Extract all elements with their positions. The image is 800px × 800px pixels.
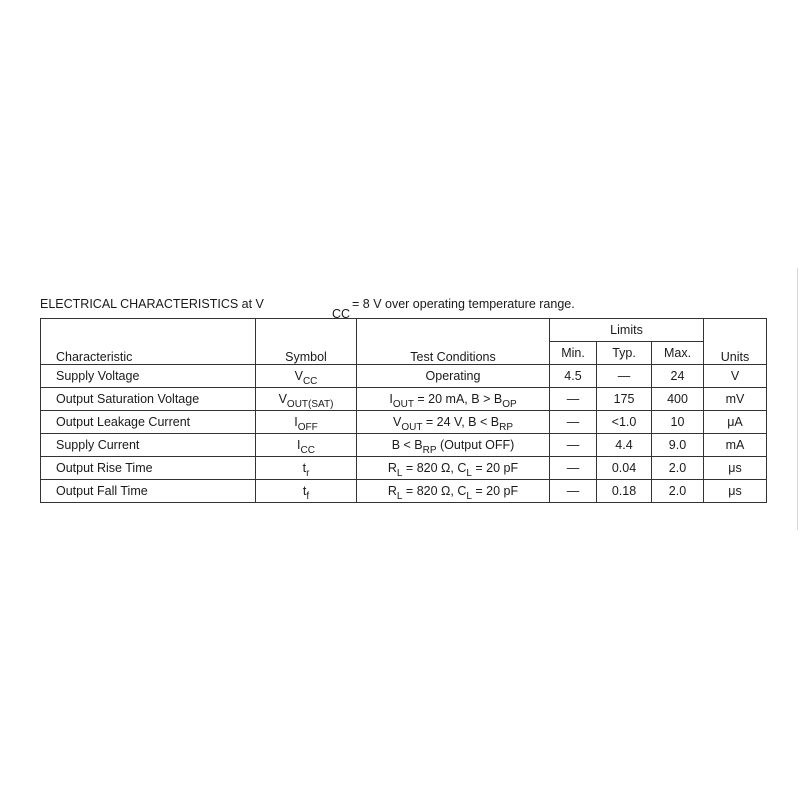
header-min: Min. (550, 342, 597, 365)
symbol-subscript: CC (300, 445, 315, 456)
symbol-main: I (294, 415, 298, 429)
cell-units: μs (704, 480, 767, 503)
table-row (41, 480, 767, 503)
test-condition-text: = 820 Ω, C (402, 461, 467, 475)
symbol-main: V (278, 392, 287, 406)
test-condition-text: = 20 pF (471, 461, 519, 475)
header-characteristic: Characteristic (41, 342, 256, 365)
test-condition-text: = 20 pF (471, 484, 519, 498)
cell-test-conditions (357, 365, 550, 388)
cell-test-conditions (357, 434, 550, 457)
symbol-subscript: OUT(SAT) (286, 399, 334, 410)
table-row (41, 434, 767, 457)
cell-units: V (704, 365, 767, 388)
cell-characteristic: Output Rise Time (41, 457, 256, 480)
cell-characteristic: Output Saturation Voltage (41, 388, 256, 411)
test-condition-subscript: L (466, 491, 472, 502)
symbol-main: t (302, 461, 307, 475)
table-row (41, 457, 767, 480)
test-condition-subscript: RP (422, 445, 437, 456)
cell-typ: <1.0 (597, 411, 652, 434)
cell-max: 2.0 (652, 457, 704, 480)
cell-typ: 0.18 (597, 480, 652, 503)
table-row (41, 365, 767, 388)
cell-min: — (550, 388, 597, 411)
header-spacer-units (704, 319, 767, 342)
cell-symbol (256, 434, 357, 457)
cell-typ: 0.04 (597, 457, 652, 480)
cell-max: 9.0 (652, 434, 704, 457)
cell-characteristic: Supply Voltage (41, 365, 256, 388)
cell-units: mV (704, 388, 767, 411)
cell-symbol (256, 411, 357, 434)
test-condition-subscript: L (396, 468, 403, 479)
symbol-subscript: OFF (297, 422, 318, 433)
cell-characteristic: Supply Current (41, 434, 256, 457)
header-spacer-test (357, 319, 550, 342)
title-suffix: = 8 V over operating temperature range. (352, 297, 575, 311)
cell-test-conditions (357, 388, 550, 411)
test-condition-text: I (389, 392, 393, 406)
table-row (41, 388, 767, 411)
test-condition-text: = 20 mA, B > B (413, 392, 503, 406)
cell-test-conditions (357, 457, 550, 480)
table-row (41, 411, 767, 434)
header-row-bottom (41, 342, 767, 365)
test-condition-text: (Output OFF) (436, 438, 515, 452)
cell-min: — (550, 411, 597, 434)
test-condition-subscript: OUT (401, 422, 423, 433)
cell-symbol (256, 457, 357, 480)
title-subscript: CC (332, 307, 351, 321)
cell-max: 24 (652, 365, 704, 388)
test-condition-subscript: OUT (392, 399, 414, 410)
test-condition-text: Operating (425, 369, 481, 383)
cell-min: 4.5 (550, 365, 597, 388)
header-spacer-symbol (256, 319, 357, 342)
cell-typ: 4.4 (597, 434, 652, 457)
cell-symbol (256, 365, 357, 388)
test-condition-text: = 24 V, B < B (422, 415, 500, 429)
header-test-conditions: Test Conditions (357, 342, 550, 365)
test-condition-subscript: RP (499, 422, 514, 433)
header-limits: Limits (550, 319, 704, 342)
header-max: Max. (652, 342, 704, 365)
cell-units: μs (704, 457, 767, 480)
cell-characteristic: Output Leakage Current (41, 411, 256, 434)
symbol-main: t (302, 484, 307, 498)
table-body (41, 365, 767, 503)
cell-typ: 175 (597, 388, 652, 411)
electrical-characteristics-table (40, 318, 767, 503)
cell-units: mA (704, 434, 767, 457)
cell-typ: — (597, 365, 652, 388)
header-typ: Typ. (597, 342, 652, 365)
cell-characteristic: Output Fall Time (41, 480, 256, 503)
test-condition-text: R (387, 484, 397, 498)
test-condition-subscript: L (396, 491, 403, 502)
test-condition-text: B < B (391, 438, 423, 452)
cell-symbol (256, 480, 357, 503)
cell-min: — (550, 480, 597, 503)
title-prefix: ELECTRICAL CHARACTERISTICS at V (40, 297, 264, 311)
cell-units: μA (704, 411, 767, 434)
test-condition-subscript: OP (502, 399, 517, 410)
symbol-main: I (297, 438, 301, 452)
header-units: Units (704, 342, 767, 365)
cell-min: — (550, 434, 597, 457)
cell-symbol (256, 388, 357, 411)
cell-max: 10 (652, 411, 704, 434)
table-header (41, 319, 767, 365)
symbol-main: V (294, 369, 303, 383)
header-spacer-characteristic (41, 319, 256, 342)
cell-test-conditions (357, 411, 550, 434)
cell-max: 2.0 (652, 480, 704, 503)
page-edge-line (797, 268, 798, 530)
test-condition-text: V (392, 415, 402, 429)
header-symbol: Symbol (256, 342, 357, 365)
test-condition-text: = 820 Ω, C (402, 484, 467, 498)
header-row-top (41, 319, 767, 342)
symbol-subscript: f (306, 491, 310, 502)
cell-test-conditions (357, 480, 550, 503)
test-condition-subscript: L (466, 468, 472, 479)
cell-min: — (550, 457, 597, 480)
test-condition-text: R (387, 461, 397, 475)
symbol-subscript: CC (302, 376, 318, 387)
symbol-subscript: r (306, 468, 310, 479)
cell-max: 400 (652, 388, 704, 411)
